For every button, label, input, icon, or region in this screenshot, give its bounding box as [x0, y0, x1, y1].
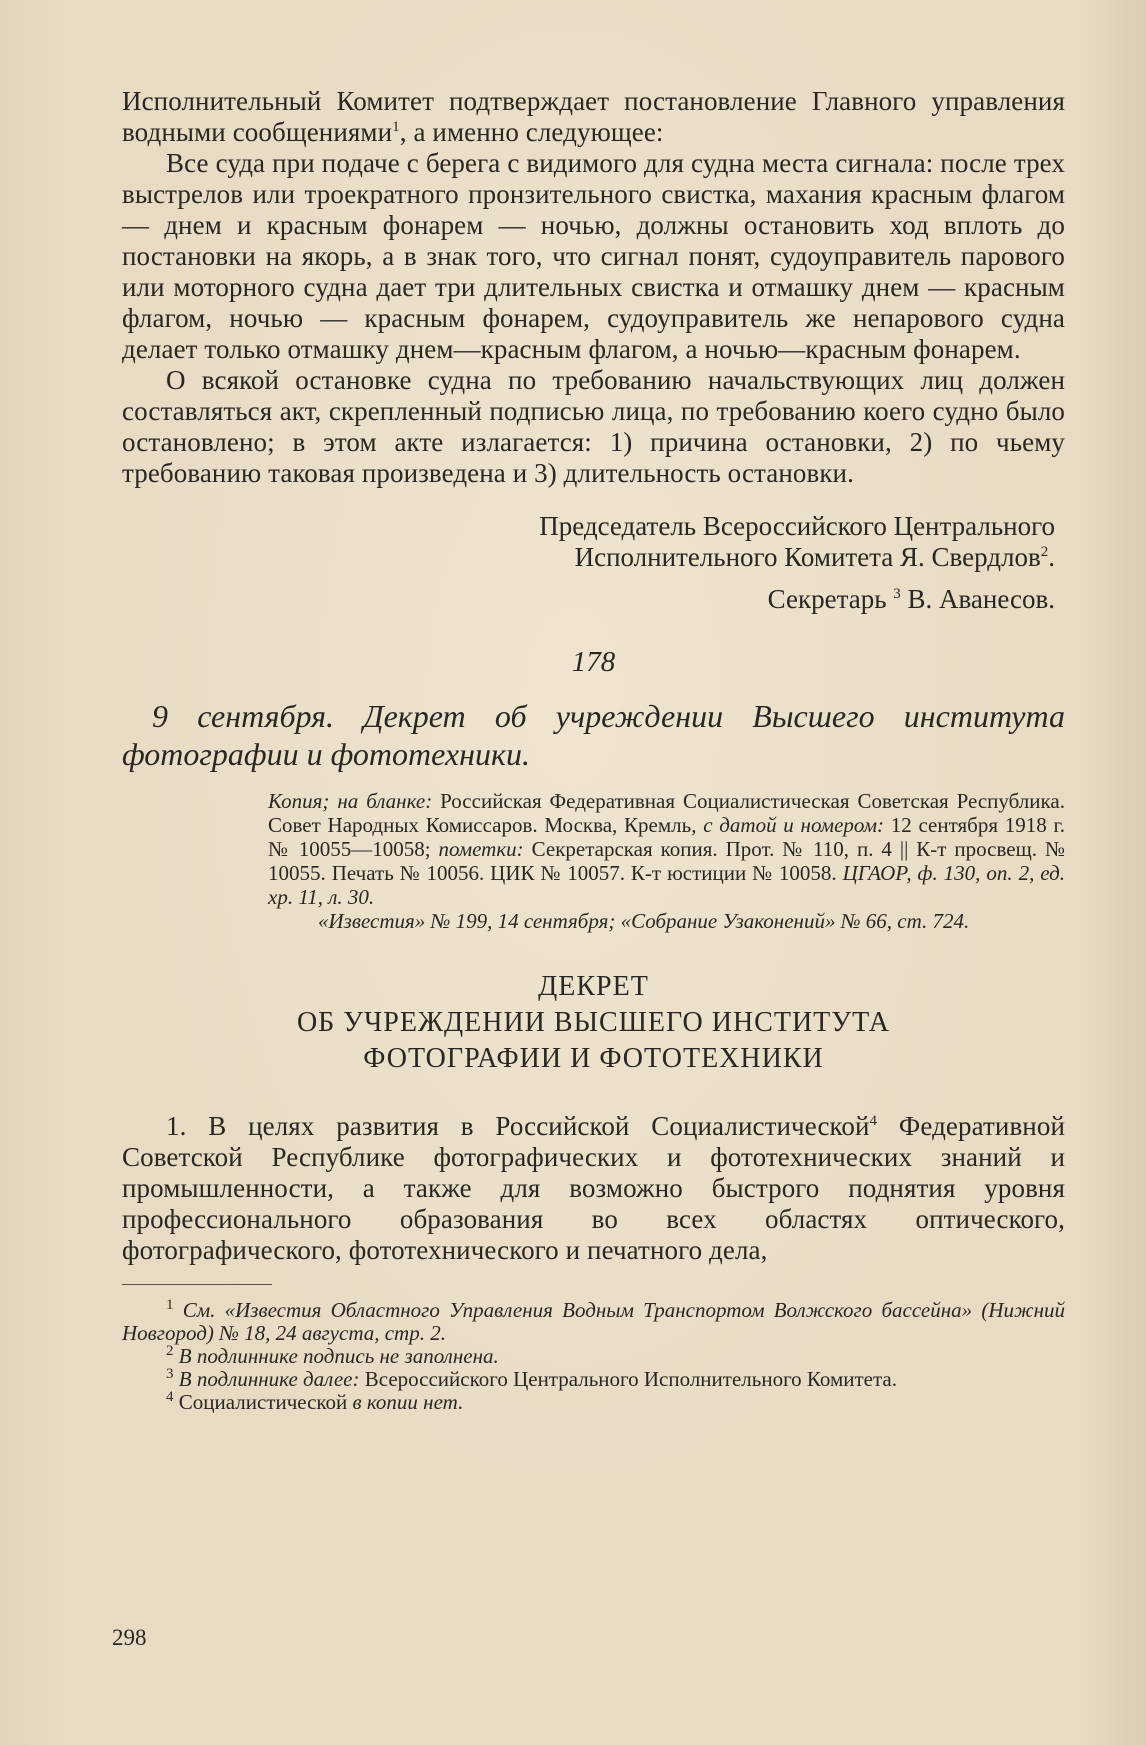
page-number: 298 — [112, 1625, 147, 1650]
footnote-3 — [122, 1368, 1065, 1391]
decree-title-line-1: ДЕКРЕТ — [538, 971, 649, 1002]
footnote-divider — [122, 1284, 272, 1285]
footnote-2-number: 2 — [166, 1343, 174, 1359]
source-s3-label: пометки: — [438, 837, 524, 861]
secretary-title: Секретарь — [767, 584, 887, 614]
source-s4-archive: ЦГАОР, ф. 130, оп. 2, ед. хр. 11, л. 30. — [268, 861, 1065, 909]
chairman-line-2 — [122, 542, 1055, 573]
paragraph-1-text-a: Исполнительный Комитет подтверждает постановление Главного управления водными сообщениями — [122, 86, 1065, 147]
footnote-4-word: Социалистической — [173, 1390, 348, 1414]
secretary-signature — [122, 584, 1065, 615]
footnote-2-text: В подлиннике подпись не заполнена. — [173, 1344, 499, 1368]
source-s3: Секретарская копия. Прот. № 110, п. 4 || К-т просвещ. № 10055. Печать № 10056. ЦИК № 10057. К-т юстиции № 10058. — [268, 837, 1065, 885]
footnote-1-text: См. «Известия Областного Управления Водным Транспортом Волжского бассейна» (Нижний Новгород) № 18, 24 августа, стр. 2. — [122, 1298, 1065, 1345]
document-heading: 9 сентября. Декрет об учреждении Высшего института фотографии и фототехники. — [122, 698, 1065, 772]
footnote-2 — [122, 1345, 1065, 1368]
footnote-ref-2[interactable]: 2 — [1040, 544, 1049, 560]
source-s2-label: с датой и номером: — [703, 813, 884, 837]
source-s1: Российская Федеративная Социалистическая Советская Республика. Совет Народных Комиссаров. Москва, Кремль, — [268, 789, 1065, 837]
decree-text-b: Федеративной Советской Республике фотографических и фототехнических знаний и промышленности, а также для возможно быстрого поднятия уровня профессионального образования во всех областях оптического, фотографического, фототехнического и печатного дела, — [122, 1111, 1065, 1265]
chairman-name: Исполнительного Комитета Я. Свердлов — [574, 542, 1041, 572]
chairman-signature — [122, 511, 1065, 573]
page-content — [122, 86, 1065, 1414]
paragraph-1-text-b: , а именно следующее: — [399, 117, 664, 147]
secretary-name: В. Аванесов. — [907, 584, 1055, 614]
source-archival — [268, 789, 1065, 909]
footnote-ref-3[interactable]: 3 — [893, 586, 901, 602]
source-s2: 12 сентября 1918 г. № 10055—10058; — [268, 813, 1065, 861]
footnote-4 — [122, 1391, 1065, 1414]
footnote-3-text: Всероссийского Центрального Исполнительного Комитета. — [359, 1367, 898, 1391]
document-number: 178 — [571, 646, 616, 678]
source-s5: «Известия» № 199, 14 сентября; «Собрание Узаконений» № 66, ст. 724. — [318, 909, 970, 933]
source-note — [268, 789, 1065, 933]
decree-title-line-3: ФОТОГРАФИИ И ФОТОТЕХНИКИ — [363, 1043, 824, 1074]
footnote-1-number: 1 — [166, 1297, 174, 1313]
decree-title-line-2: ОБ УЧРЕЖДЕНИИ ВЫСШЕГО ИНСТИТУТА — [296, 1007, 891, 1038]
footnote-ref-4[interactable]: 4 — [869, 1113, 878, 1129]
paragraph-2: Все суда при подаче с берега с видимого для судна места сигнала: после трех выстрелов или троекратного пронзительного свистка, махания красным флагом — днем и красным фонарем — ночью, должны остановить ход вплоть до постановки на якорь, а в знак того, что сигнал понят, судоуправитель парового или моторного судна дает три длительных свистка и отмашку днем — красным флагом, ночью — красным фонарем, судоуправитель же непарового судна делает только отмашку днем—красным флагом, а ночью—красным фонарем. — [122, 148, 1065, 364]
footnote-4-text: в копии нет. — [347, 1390, 464, 1414]
decree-text-a: 1. В целях развития в Российской Социалистической — [166, 1111, 870, 1141]
footnote-3-label: В подлиннике далее: — [173, 1367, 360, 1391]
decree-paragraph-1 — [122, 1111, 1065, 1266]
source-s1-label: Копия; на бланке: — [268, 789, 433, 813]
paragraph-3: О всякой остановке судна по требованию начальствующих лиц должен составляться акт, скрепленный подписью лица, по требованию коего судно было остановлено; в этом акте излагается: 1) причина остановки, 2) по чьему требованию таковая произведена и 3) длительность остановки. — [122, 365, 1065, 488]
footnote-1 — [122, 1299, 1065, 1345]
footnote-3-number: 3 — [166, 1366, 174, 1382]
footnote-4-number: 4 — [166, 1389, 174, 1405]
footnote-ref-1[interactable]: 1 — [392, 119, 400, 135]
paragraph-1 — [122, 86, 1065, 148]
decree-title — [122, 969, 1065, 1077]
chairman-line-1: Председатель Всероссийского Центрального — [539, 511, 1055, 541]
source-published — [268, 909, 1065, 933]
chairman-end: . — [1048, 542, 1055, 572]
